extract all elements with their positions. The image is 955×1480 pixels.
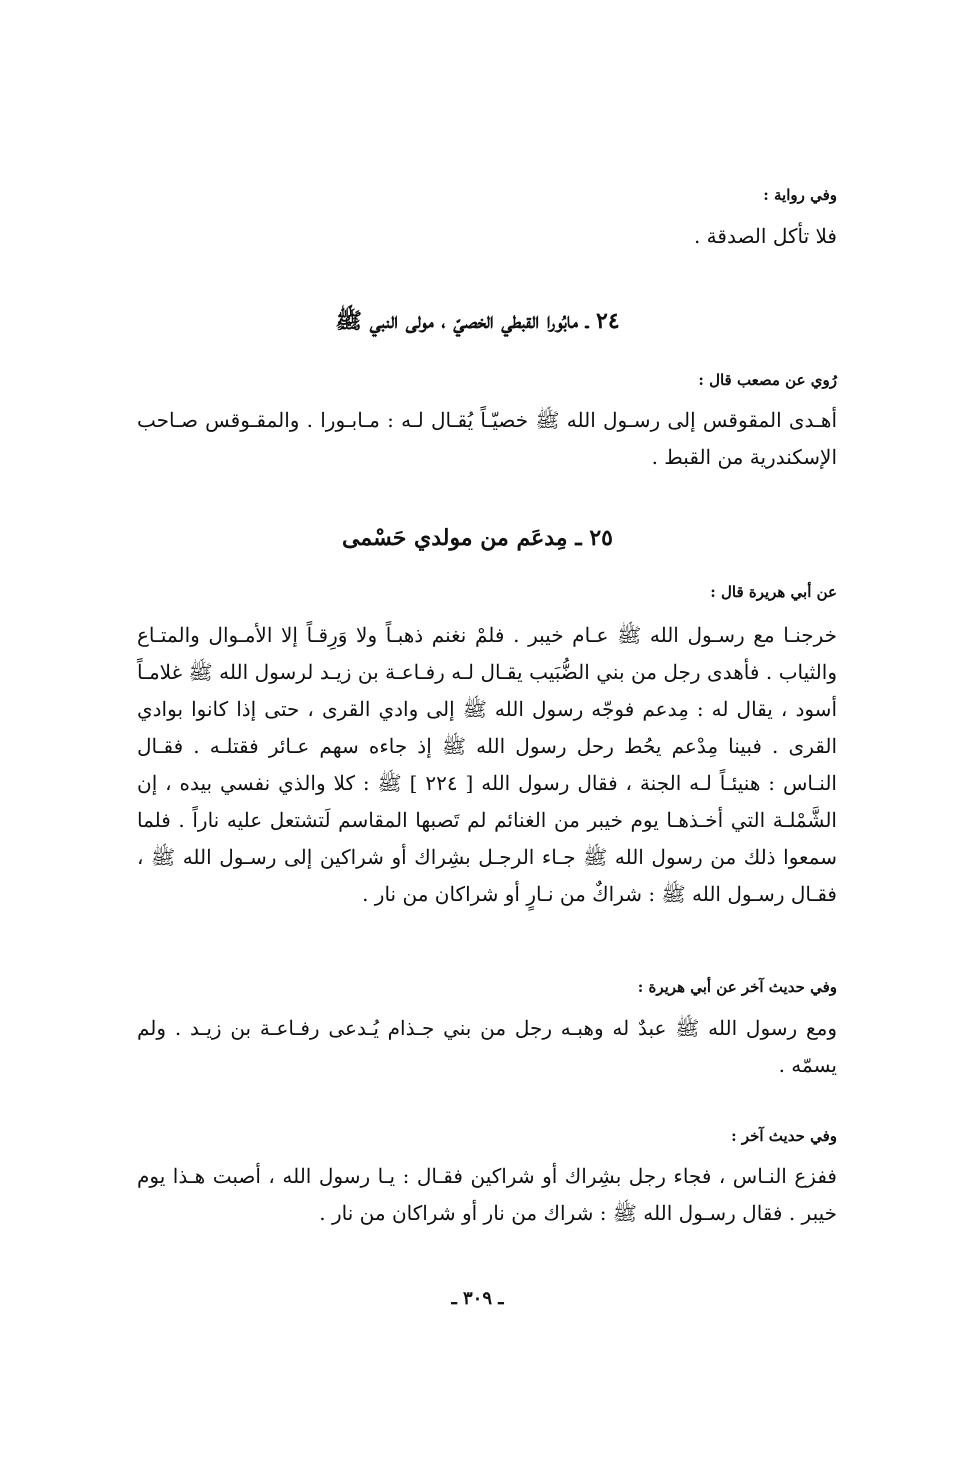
narration-label: وفي حديث آخر عن أبي هريرة : <box>637 978 837 996</box>
narration-text: ومع رسول الله ﷺ عبدٌ له وهبـه رجل من بني جـذام يُـدعى رفـاعـة بن زيـد . ولم يسمّه . <box>137 1016 837 1077</box>
narration-label: عن أبي هريرة قال : <box>710 583 837 601</box>
narration-label: وفي حديث آخر : <box>731 1127 837 1145</box>
section-paragraph-25: خرجنـا مع رسـول الله ﷺ عـام خيبر . فلمْ نغنم ذهبـاً ولا وَرِقـاً إلا الأمـوال والمتـاع والثياب . فأهدى رجل من بني الضُّبَيب يقـال لـه رفـاعـة بن زيـد لرسول الله ﷺ غلامـاً أسود ، يقال له : مِدعم فوجّه رسول الله ﷺ إلى وادي القرى ، حتى إذا كانوا بوادي القرى . فبينا مِدْعم يحُط رحل رسول الله ﷺ إذ جاءه سهم عـائر فقتلـه . فقـال النـاس : هنيئـاً لـه الجنة ، فقال رسول الله [ ٢٢٤ ] ﷺ : كلا والذي نفسي بيده ، إن الشَّمْلـة التي أخـذهـا يوم خيبر من الغنائم لم تَصبها المقاسم لَتشتعل عليه ناراً . فلما سمعوا ذلك من رسول الله ﷺ جـاء الرجـل بشِراك أو شراكين إلى رسـول الله ﷺ ، فقـال رسـول الله ﷺ : شراكٌ من نـارٍ أو شراكان من نار . <box>137 623 837 906</box>
section-paragraph-24: أهـدى المقوقس إلى رسـول الله ﷺ خصيّـاً يُقـال لـه : مـابـورا . والمقـوقس صـاحب الإسكندرية من القبط . <box>137 408 837 469</box>
narration-text: فلا تأكل الصدقة . <box>693 224 837 248</box>
page-number: ـ ٣٠٩ ـ <box>451 1288 504 1309</box>
narration-label: رُوي عن مصعب قال : <box>698 371 837 389</box>
section-heading-25: ٢٥ ـ مِدعَم من مولدي حَسْمى <box>342 525 613 551</box>
narration-label: وفي رواية : <box>763 186 837 204</box>
section-heading-24: ٢٤ ـ مابُورا القبطي الخصيّ ، مولى النبي ﷺ <box>335 308 620 334</box>
narration-text: ففزع النـاس ، فجاء رجل بشِراك أو شراكين فقـال : يـا رسول الله ، أصبت هـذا يوم خيبر . فقال رسـول الله ﷺ : شراك من نار أو شراكان من نار . <box>137 1164 837 1225</box>
